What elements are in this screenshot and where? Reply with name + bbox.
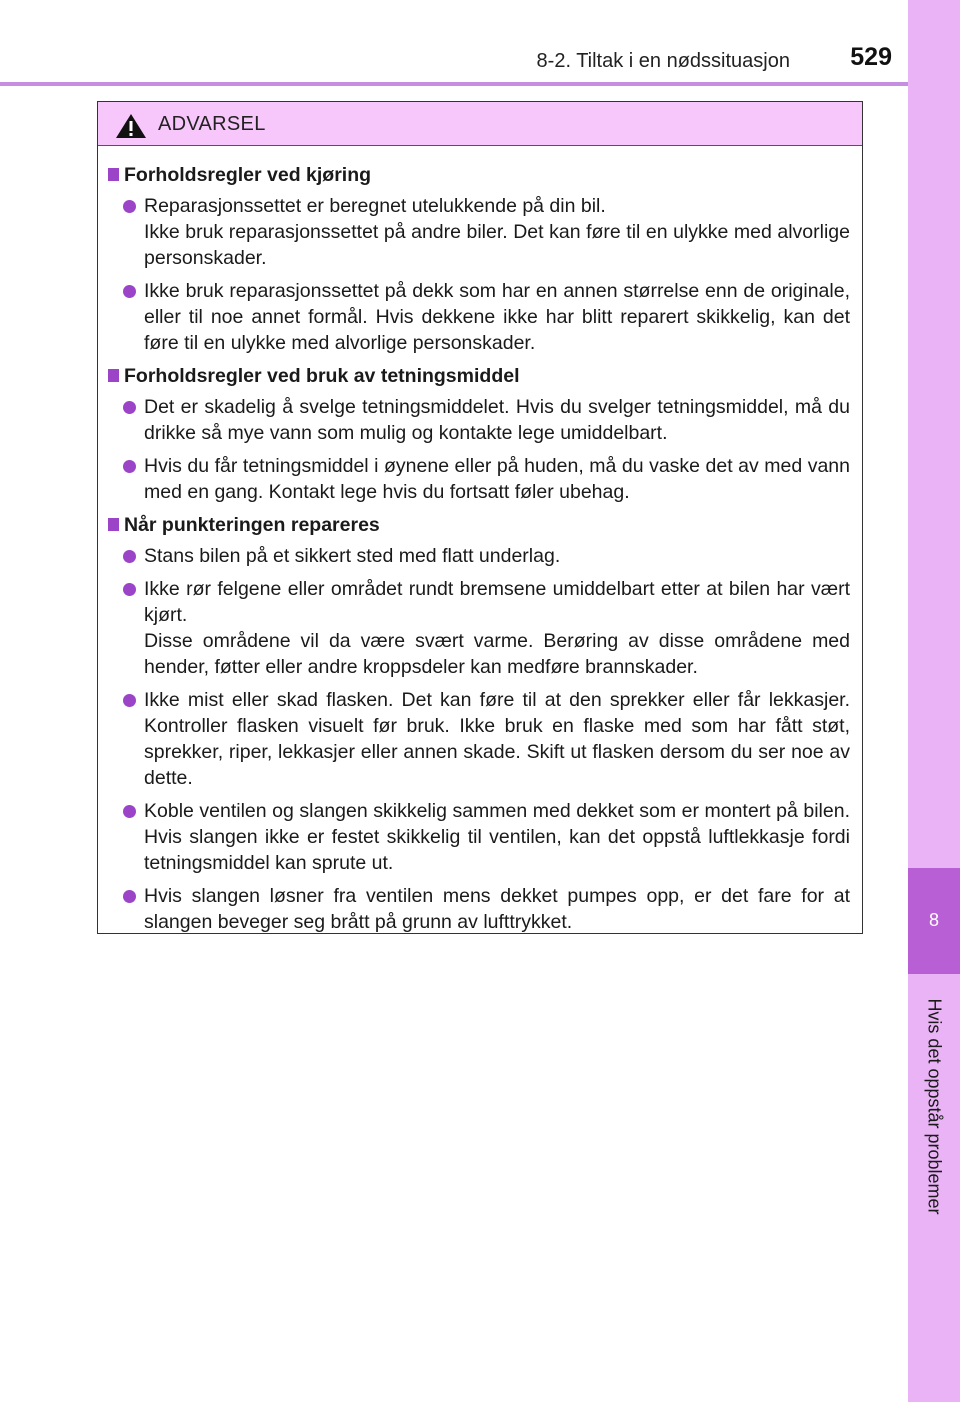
item-paragraph: Stans bilen på et sikkert sted med flatt underlag.	[144, 545, 561, 567]
item-paragraph: Koble ventilen og slangen skikkelig sammen med dekket som er montert på bilen. Hvis slangen ikke er festet skikkelig til ventilen, kan det oppstå luftlekkasje fordi tetningsmiddel kan sprute ut.	[144, 800, 850, 874]
group-title	[108, 512, 852, 538]
list-item	[108, 576, 852, 680]
list-item	[108, 798, 852, 876]
list-item	[108, 687, 852, 791]
group-title	[108, 363, 852, 389]
group-title-text: Forholdsregler ved kjøring	[124, 164, 372, 186]
warning-box	[97, 101, 863, 934]
square-bullet-icon	[108, 518, 119, 531]
list-item	[108, 543, 852, 569]
warning-header	[98, 102, 862, 146]
circle-bullet-icon	[123, 200, 136, 213]
circle-bullet-icon	[123, 401, 136, 414]
circle-bullet-icon	[123, 583, 136, 596]
item-paragraph: Hvis slangen løsner fra ventilen mens dekket pumpes opp, er det fare for at slangen beveger seg brått på grunn av lufttrykket.	[144, 885, 850, 933]
list-item	[108, 453, 852, 505]
warning-content	[98, 146, 862, 935]
square-bullet-icon	[108, 168, 119, 181]
chapter-title: Hvis det oppstår problemer	[924, 998, 945, 1215]
warning-title: ADVARSEL	[158, 113, 266, 135]
item-paragraph: Disse områdene vil da være svært varme. Berøring av disse områdene med hender, føtter eller andre kroppsdeler kan medføre brannskader.	[144, 630, 850, 678]
section-title: 8-2. Tiltak i en nødssituasjon	[536, 50, 790, 72]
item-paragraph: Ikke rør felgene eller området rundt bremsene umiddelbart etter at bilen har vært kjørt.	[144, 578, 850, 626]
item-paragraph: Ikke mist eller skad flasken. Det kan føre til at den sprekker eller får lekkasjer. Kontroller flasken visuelt før bruk. Ikke bruk en flaske med som har fått støt, sprekker, riper, lekkasjer eller annen skade. Skift ut flasken dersom du ser noe av dette.	[144, 689, 850, 789]
chapter-number: 8	[928, 910, 939, 930]
item-paragraph: Hvis du får tetningsmiddel i øynene eller på huden, må du vaske det av med vann med en gang. Kontakt lege hvis du fortsatt føler ubehag.	[144, 455, 850, 503]
circle-bullet-icon	[123, 694, 136, 707]
circle-bullet-icon	[123, 805, 136, 818]
list-item	[108, 883, 852, 935]
item-paragraph: Reparasjonssettet er beregnet utelukkende på din bil.	[144, 195, 606, 217]
square-bullet-icon	[108, 369, 119, 382]
header-rule	[0, 82, 908, 86]
warning-triangle-icon	[115, 113, 147, 139]
circle-bullet-icon	[123, 550, 136, 563]
circle-bullet-icon	[123, 890, 136, 903]
warning-group	[108, 363, 852, 505]
warning-group	[108, 162, 852, 356]
group-title-text: Forholdsregler ved bruk av tetningsmiddel	[124, 365, 520, 387]
group-title-text: Når punkteringen repareres	[124, 514, 380, 536]
group-title	[108, 162, 852, 188]
list-item	[108, 278, 852, 356]
circle-bullet-icon	[123, 460, 136, 473]
page-number: 529	[850, 43, 892, 71]
item-paragraph: Ikke bruk reparasjonssettet på dekk som har en annen størrelse enn de originale, eller til noe annet formål. Hvis dekkene ikke har blitt reparert skikkelig, kan det føre til en ulykke med alvorlige personskader.	[144, 280, 850, 354]
list-item	[108, 193, 852, 271]
warning-group	[108, 512, 852, 935]
circle-bullet-icon	[123, 285, 136, 298]
item-paragraph: Ikke bruk reparasjonssettet på andre biler. Det kan føre til en ulykke med alvorlige personskader.	[144, 221, 850, 269]
list-item	[108, 394, 852, 446]
item-paragraph: Det er skadelig å svelge tetningsmiddelet. Hvis du svelger tetningsmiddel, må du drikke så mye vann som mulig og kontakte lege umiddelbart.	[144, 396, 850, 444]
